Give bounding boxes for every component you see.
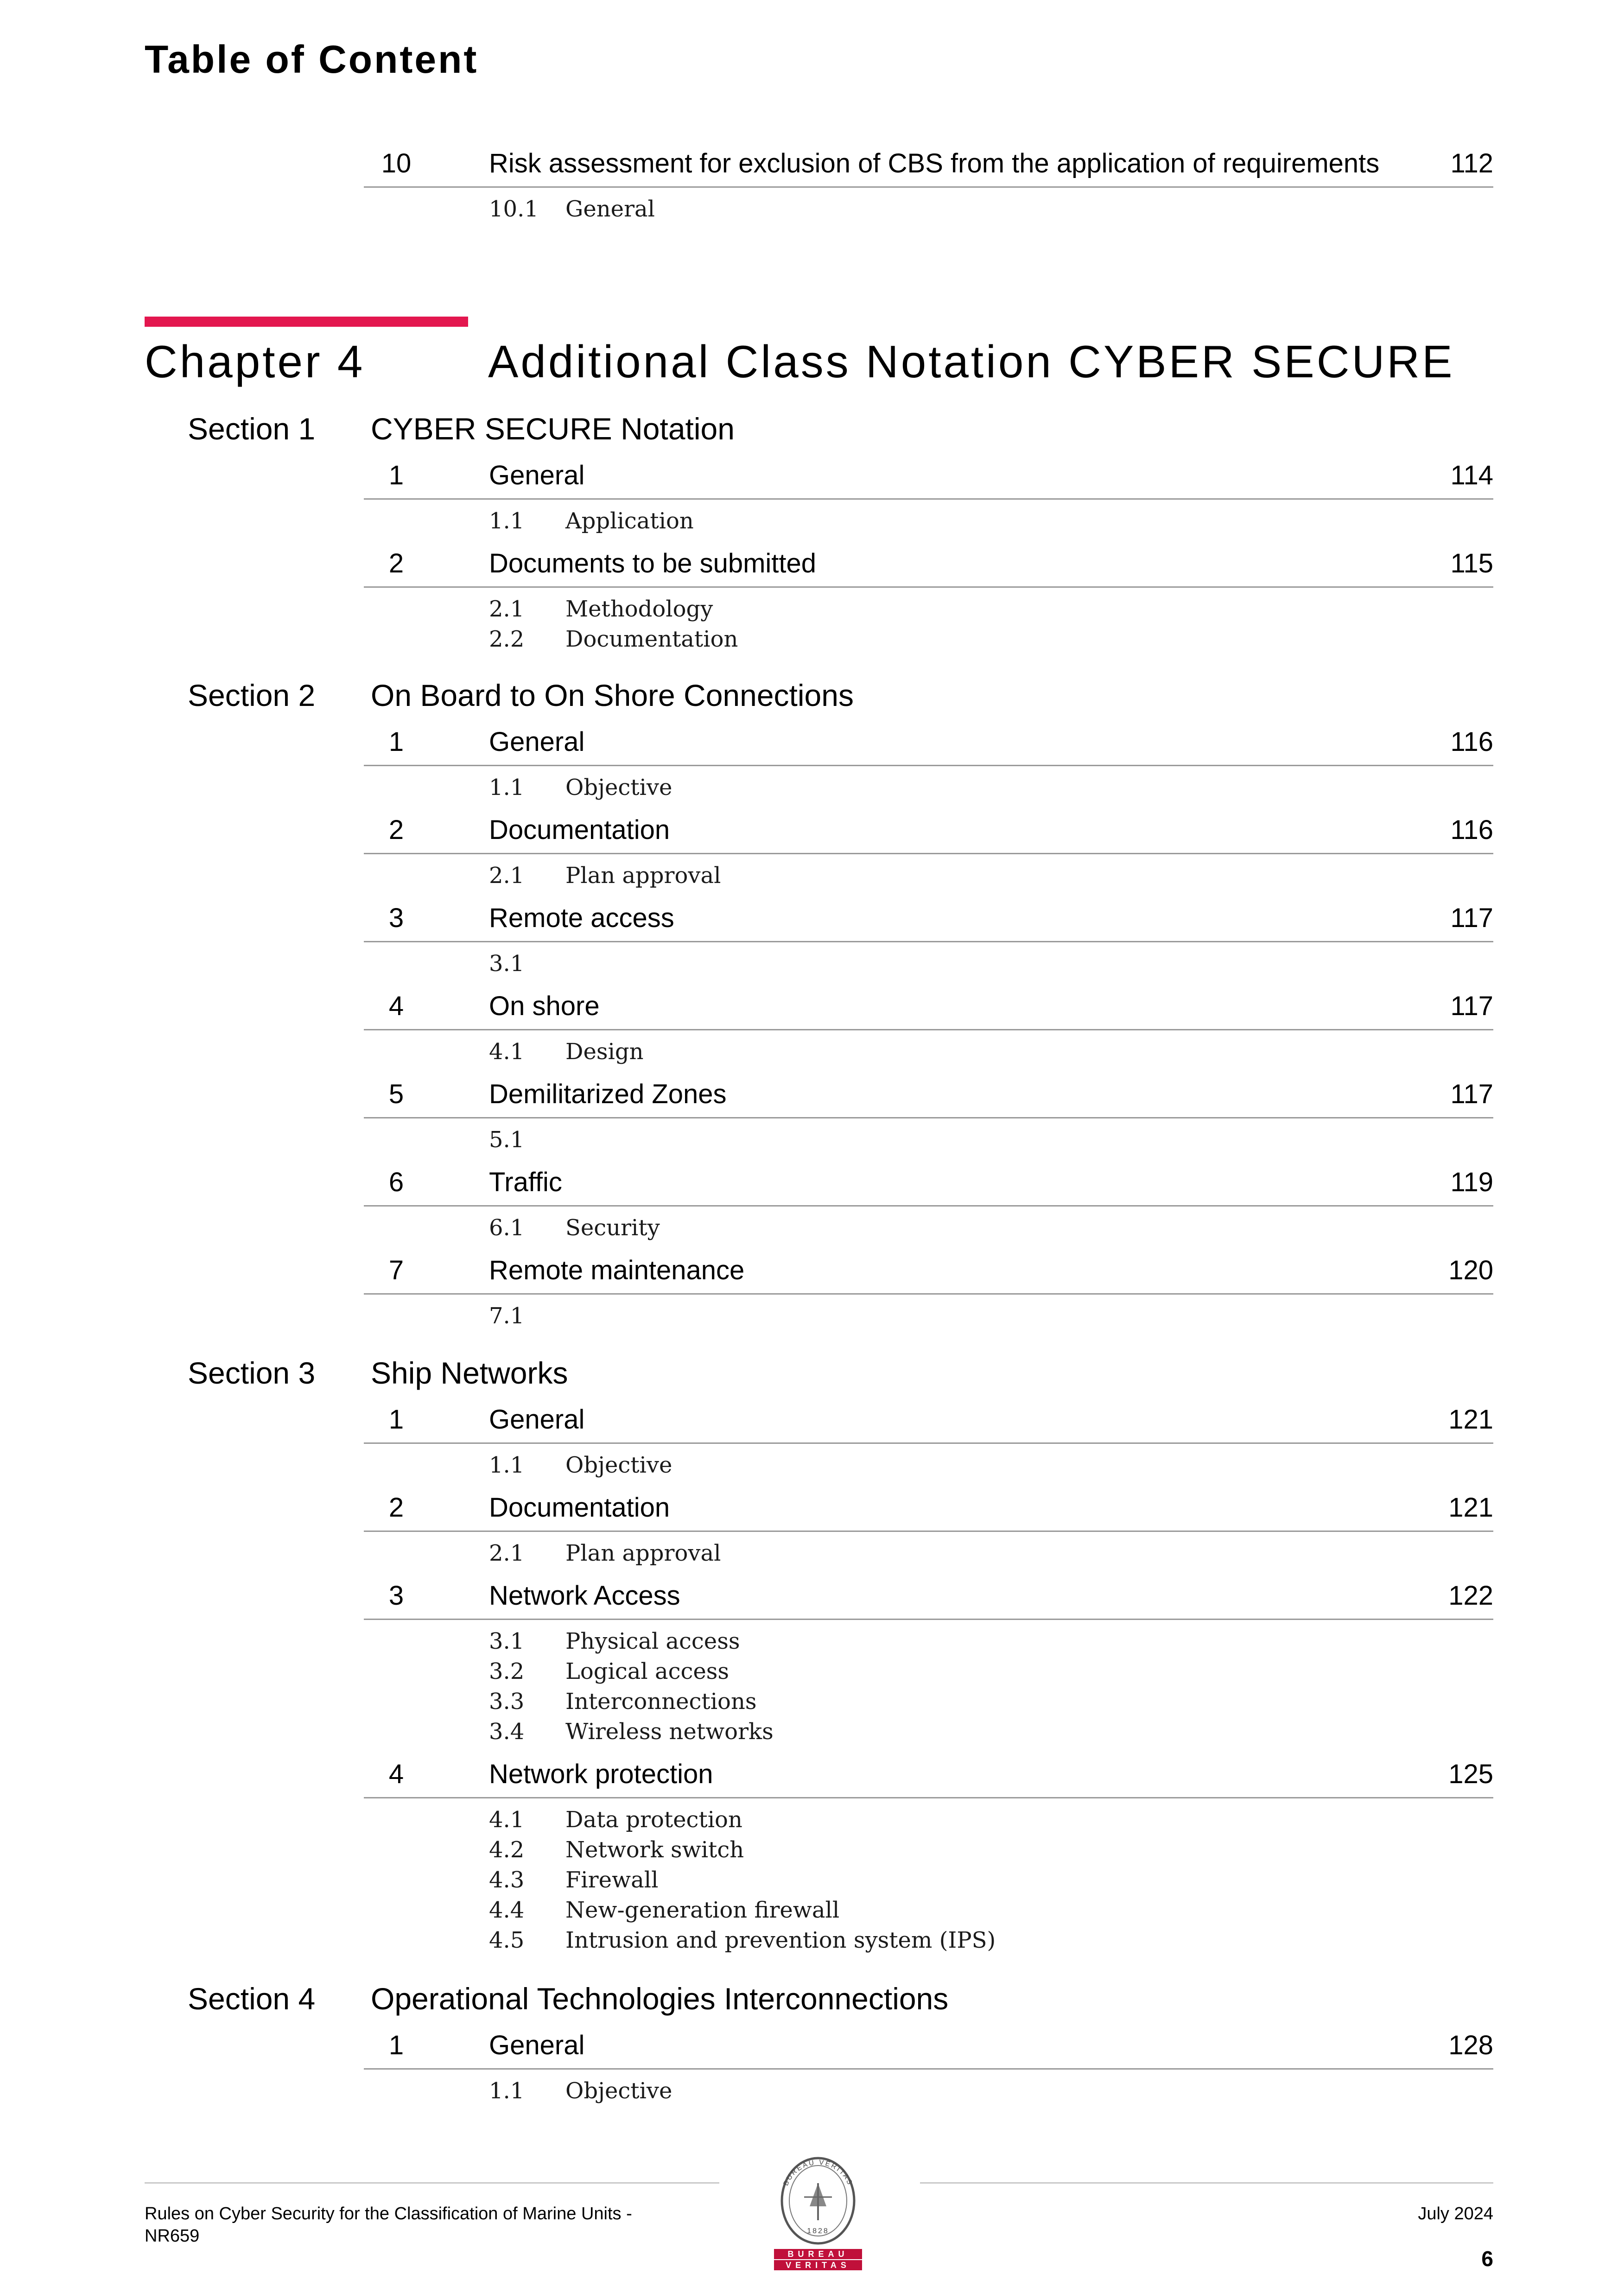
toc-article-row[interactable] (364, 2022, 1493, 2070)
article-page: 121 (1448, 1404, 1493, 1435)
subarticle-number: 5.1 (489, 1127, 525, 1153)
article-title: Risk assessment for exclusion of CBS from the application of requirements (489, 148, 1380, 178)
article-title: Documents to be submitted (489, 548, 817, 578)
subarticle-number: 3.1 (489, 1628, 525, 1654)
article-number: 4 (388, 1759, 404, 1789)
subarticle-title: Plan approval (565, 1540, 721, 1566)
toc-article-row[interactable] (364, 140, 1493, 188)
subarticle-title: Logical access (565, 1658, 730, 1684)
article-number: 3 (388, 1581, 404, 1611)
toc-article-row[interactable] (364, 1751, 1493, 1798)
subarticle-number: 4.1 (489, 1807, 525, 1833)
article-number: 2 (388, 815, 404, 845)
toc-article-row[interactable] (364, 452, 1493, 500)
logo-word-bureau: BUREAU (787, 2249, 849, 2259)
subarticle-number: 4.1 (489, 1039, 525, 1065)
toc-article-row[interactable] (364, 895, 1493, 942)
subarticle-number: 4.4 (489, 1897, 525, 1923)
subarticle-title: Firewall (565, 1867, 659, 1893)
subarticle-number: 3.3 (489, 1689, 525, 1715)
subarticle-title: Documentation (565, 626, 738, 652)
subarticle-title: Network switch (565, 1837, 744, 1863)
footer-date: July 2024 (1418, 2204, 1493, 2223)
article-page: 117 (1450, 903, 1493, 933)
article-page: 120 (1448, 1255, 1493, 1285)
subarticle-number: 4.3 (489, 1867, 525, 1893)
article-title: Documentation (489, 815, 670, 845)
article-title: General (489, 727, 585, 757)
subarticle-title: Application (565, 508, 694, 534)
section-title[interactable]: Ship Networks (371, 1356, 568, 1390)
toc-article-row[interactable] (364, 807, 1493, 854)
section-label: Section 2 (188, 678, 316, 712)
section-title[interactable]: On Board to On Shore Connections (371, 678, 854, 712)
section-title[interactable]: CYBER SECURE Notation (371, 412, 735, 446)
article-page: 128 (1448, 2030, 1493, 2060)
article-number: 3 (388, 903, 404, 933)
article-page: 116 (1450, 727, 1493, 757)
subarticle-title: Design (565, 1039, 644, 1065)
subarticle-title: General (565, 196, 655, 222)
article-title: Traffic (489, 1167, 562, 1197)
logo-word-veritas: VERITAS (786, 2261, 850, 2270)
subarticle-number: 1.1 (489, 775, 525, 800)
footer-divider-left (145, 2182, 719, 2184)
article-page: 116 (1450, 815, 1493, 845)
subarticle-number: 4.5 (489, 1927, 525, 1953)
subarticle-number: 3.4 (489, 1719, 525, 1745)
article-number: 2 (388, 548, 404, 578)
bureau-veritas-logo (767, 2151, 869, 2271)
subarticle-number: 4.2 (489, 1837, 525, 1863)
subarticle-number: 6.1 (489, 1215, 525, 1241)
toc-article-row[interactable] (364, 1159, 1493, 1207)
toc-article-row[interactable] (364, 1484, 1493, 1532)
section-label: Section 3 (188, 1356, 316, 1390)
subarticle-number: 1.1 (489, 2078, 525, 2104)
subarticle-number: 1.1 (489, 1452, 525, 1478)
logo-arc-text: BUREAU VERITAS (781, 2158, 855, 2187)
subarticle-title: Security (565, 1215, 660, 1241)
article-page: 115 (1450, 548, 1493, 578)
article-page: 117 (1450, 991, 1493, 1021)
subarticle-title: Methodology (565, 596, 713, 622)
article-number: 1 (388, 460, 404, 490)
subarticle-number: 10.1 (489, 196, 539, 222)
article-page: 121 (1448, 1493, 1493, 1523)
toc-article-row[interactable] (364, 983, 1493, 1030)
article-number: 1 (388, 2030, 404, 2060)
chapter-title: Additional Class Notation CYBER SECURE (488, 336, 1455, 387)
subarticle-number: 7.1 (489, 1303, 525, 1329)
footer-title-line1: Rules on Cyber Security for the Classification of Marine Units - (145, 2204, 632, 2223)
section-label: Section 1 (188, 412, 316, 446)
page-number: 6 (1481, 2247, 1493, 2271)
toc-article-row[interactable] (364, 1071, 1493, 1118)
subarticle-title: Wireless networks (565, 1719, 774, 1745)
footer-document-title (145, 2203, 632, 2247)
section-label: Section 4 (188, 1982, 316, 2016)
svg-text:BUREAU VERITAS (782, 2159, 854, 2187)
article-title: Network Access (489, 1581, 680, 1611)
subarticle-title: Physical access (565, 1628, 740, 1654)
article-number: 2 (388, 1493, 404, 1523)
article-title: General (489, 2030, 585, 2060)
toc-article-row[interactable] (364, 1396, 1493, 1444)
logo-year: 1828 (807, 2227, 829, 2235)
article-page: 122 (1448, 1581, 1493, 1611)
article-page: 117 (1450, 1079, 1493, 1109)
subarticle-number: 3.2 (489, 1658, 525, 1684)
toc-article-row[interactable] (364, 718, 1493, 766)
subarticle-title: Objective (565, 1452, 672, 1478)
subarticle-title: Objective (565, 2078, 672, 2104)
chapter-label: Chapter 4 (145, 336, 365, 387)
footer-divider-right (920, 2182, 1493, 2184)
article-number: 10 (381, 148, 412, 178)
subarticle-number: 2.1 (489, 1540, 525, 1566)
subarticle-number: 2.1 (489, 863, 525, 889)
article-page: 119 (1450, 1167, 1493, 1197)
article-title: On shore (489, 991, 600, 1021)
article-number: 7 (388, 1255, 404, 1285)
section-title[interactable]: Operational Technologies Interconnections (371, 1982, 949, 2016)
article-page: 114 (1450, 460, 1493, 490)
article-title: General (489, 460, 585, 490)
toc-article-row[interactable] (364, 1572, 1493, 1620)
article-title: Remote access (489, 903, 674, 933)
article-number: 1 (388, 727, 404, 757)
footer-title-line2: NR659 (145, 2226, 200, 2246)
article-title: Documentation (489, 1493, 670, 1523)
subarticle-number: 3.1 (489, 951, 525, 977)
article-title: Network protection (489, 1759, 713, 1789)
subarticle-title: Objective (565, 775, 672, 800)
article-page: 125 (1448, 1759, 1493, 1789)
chapter-accent-bar (145, 317, 468, 327)
toc-article-row[interactable] (364, 540, 1493, 588)
subarticle-number: 2.2 (489, 626, 525, 652)
subarticle-title: Data protection (565, 1807, 742, 1833)
article-title: General (489, 1404, 585, 1435)
page-title: Table of Content (145, 38, 479, 81)
toc-article-row[interactable] (364, 1247, 1493, 1295)
article-number: 5 (388, 1079, 404, 1109)
subarticle-title: Plan approval (565, 863, 721, 889)
subarticle-title: Intrusion and prevention system (IPS) (565, 1927, 996, 1953)
subarticle-title: Interconnections (565, 1689, 757, 1715)
subarticle-number: 1.1 (489, 508, 525, 534)
subarticle-number: 2.1 (489, 596, 525, 622)
article-number: 4 (388, 991, 404, 1021)
article-number: 6 (388, 1167, 404, 1197)
article-title: Demilitarized Zones (489, 1079, 727, 1109)
article-title: Remote maintenance (489, 1255, 745, 1285)
subarticle-title: New-generation firewall (565, 1897, 840, 1923)
article-number: 1 (388, 1404, 404, 1435)
article-page: 112 (1450, 148, 1493, 178)
